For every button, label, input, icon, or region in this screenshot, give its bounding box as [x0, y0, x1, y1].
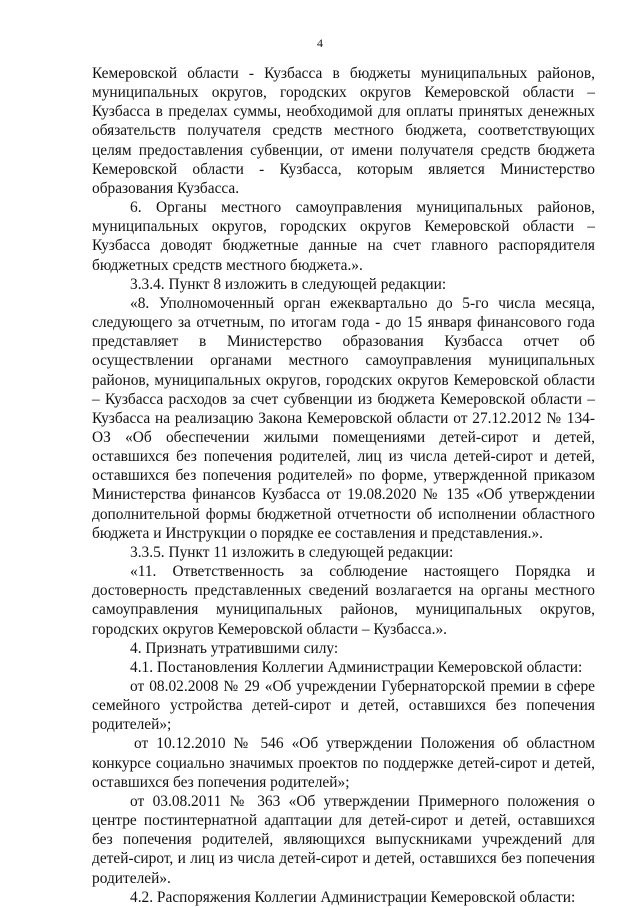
paragraph-3-3-5: 3.3.5. Пункт 11 изложить в следующей редакции:: [130, 543, 454, 561]
paragraph-item-11: «11. Ответственность за соблюдение настоящего Порядка и достоверность представленных сведений возлагается на органы местного самоуправления муниципальных районов, муниципальных округов, городских округов Кемеровской области – Кузбасса.».: [92, 563, 595, 638]
paragraph-resolution-2008: от 08.02.2008 № 29 «Об учреждении Губернаторской премии в сфере семейного устройства детей-сирот и детей, оставшихся без попечения родителей»;: [92, 678, 595, 734]
paragraph-subvention-continuation: Кемеровской области - Кузбасса в бюджеты муниципальных районов, муниципальных округов, городских округов Кемеровской области – Кузбасса в пределах суммы, необходимой для оплаты принятых денежных обязательств получателя средств местного бюджета, соответствующих целям предоставления субвенции, от имени получателя средств бюджета Кемеровской области - Кузбасса, которым является Министерство образования Кузбасса.: [92, 65, 595, 197]
paragraph-resolution-2011: от 03.08.2011 № 363 «Об утверждении Примерного положения о центре постинтернатной адаптации для детей-сирот и детей, оставшихся без попечения родителей, являющихся выпускниками учреждений для детей-сирот, и лиц из числа детей-сирот и детей, оставшихся без попечения родителей».: [92, 792, 595, 887]
document-body: [92, 64, 595, 907]
paragraph-resolution-2010: от 10.12.2010 № 546 «Об утверждении Положения об областном конкурсе социально значимых проектов по поддержке детей-сирот и детей, оставшихся без попечения родителей»;: [92, 735, 595, 791]
page-number: 4: [317, 36, 323, 50]
paragraph-item-8: «8. Уполномоченный орган ежеквартально до 5-го числа месяца, следующего за отчетным, по итогам года - до 15 января финансового года представляет в Министерство образования Кузбасса отчет об осуществлении органами местного самоуправления муниципальных районов, муниципальных округов, городских округов Кемеровской области – Кузбасса расходов за счет субвенции из бюджета Кемеровской области – Кузбасса на реализацию Закона Кемеровской области от 27.12.2012 № 134-ОЗ «Об обеспечении жилыми помещениями детей-сирот и детей, оставшихся без попечения родителей, лиц из числа детей-сирот и детей, оставшихся без попечения родителей» по форме, утвержденной приказом Министерства финансов Кузбасса от 19.08.2020 № 135 «Об утверждении дополнительной формы бюджетной отчетности об исполнении областного бюджета и Инструкции о порядке ее составления и представления.».: [92, 294, 595, 542]
paragraph-item-6: 6. Органы местного самоуправления муниципальных районов, муниципальных округов, городских округов Кемеровской области – Кузбасса доводят бюджетные данные на счет главного распорядителя бюджетных средств местного бюджета.».: [92, 199, 595, 274]
paragraph-3-3-4: 3.3.4. Пункт 8 изложить в следующей редакции:: [130, 275, 447, 293]
paragraph-item-4-2: 4.2. Распоряжения Коллегии Администрации Кемеровской области:: [130, 888, 576, 906]
paragraph-item-4-1: 4.1. Постановления Коллегии Администрации Кемеровской области:: [130, 658, 583, 676]
paragraph-item-4: 4. Признать утратившими силу:: [130, 639, 339, 657]
